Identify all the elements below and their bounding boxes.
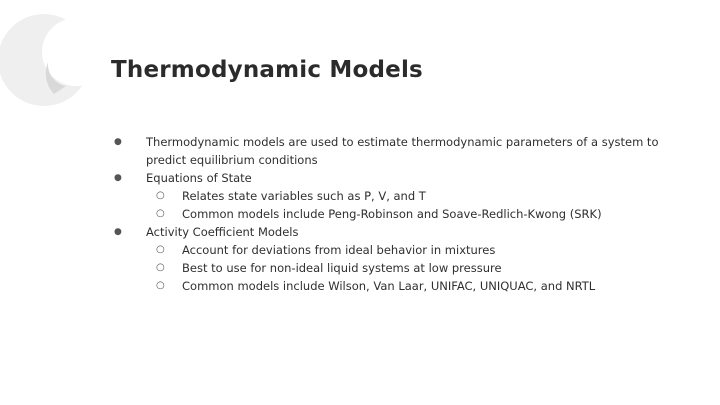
sub-bullet-item xyxy=(146,241,672,259)
sub-bullet-text: Best to use for non-ideal liquid systems at low pressure xyxy=(182,261,502,275)
slide-body xyxy=(112,133,672,295)
sub-bullet-item xyxy=(146,277,672,295)
sub-bullet-list xyxy=(146,241,672,295)
sub-bullet-text: Common models include Peng-Robinson and Soave-Redlich-Kwong (SRK) xyxy=(182,207,602,221)
sub-bullet-circle-icon: ○ xyxy=(156,280,165,291)
sub-bullet-text: Common models include Wilson, Van Laar, UNIFAC, UNIQUAC, and NRTL xyxy=(182,279,596,293)
bullet-dot-icon: ● xyxy=(114,227,122,237)
bullet-item xyxy=(112,223,672,295)
slide-title: Thermodynamic Models xyxy=(111,57,423,83)
sub-bullet-text: Account for deviations from ideal behavior in mixtures xyxy=(182,243,496,257)
sub-bullet-item xyxy=(146,205,672,223)
sub-bullet-text: Relates state variables such as P, V, and T xyxy=(182,189,426,203)
sub-bullet-item xyxy=(146,259,672,277)
sub-bullet-item xyxy=(146,187,672,205)
bullet-dot-icon: ● xyxy=(114,137,122,147)
bullet-text: Equations of State xyxy=(146,171,252,185)
sub-bullet-circle-icon: ○ xyxy=(156,244,165,255)
sub-bullet-circle-icon: ○ xyxy=(156,262,165,273)
bullet-item xyxy=(112,169,672,223)
bullet-item xyxy=(112,133,672,169)
sub-bullet-circle-icon: ○ xyxy=(156,190,165,201)
bullet-list xyxy=(112,133,672,295)
sub-bullet-circle-icon: ○ xyxy=(156,208,165,219)
sub-bullet-list xyxy=(146,187,672,223)
bullet-dot-icon: ● xyxy=(114,173,122,183)
bullet-text: Activity Coefficient Models xyxy=(146,225,299,239)
bullet-text: Thermodynamic models are used to estimate thermodynamic parameters of a system to predict equilibrium conditions xyxy=(146,135,659,167)
corner-decoration xyxy=(0,0,100,110)
